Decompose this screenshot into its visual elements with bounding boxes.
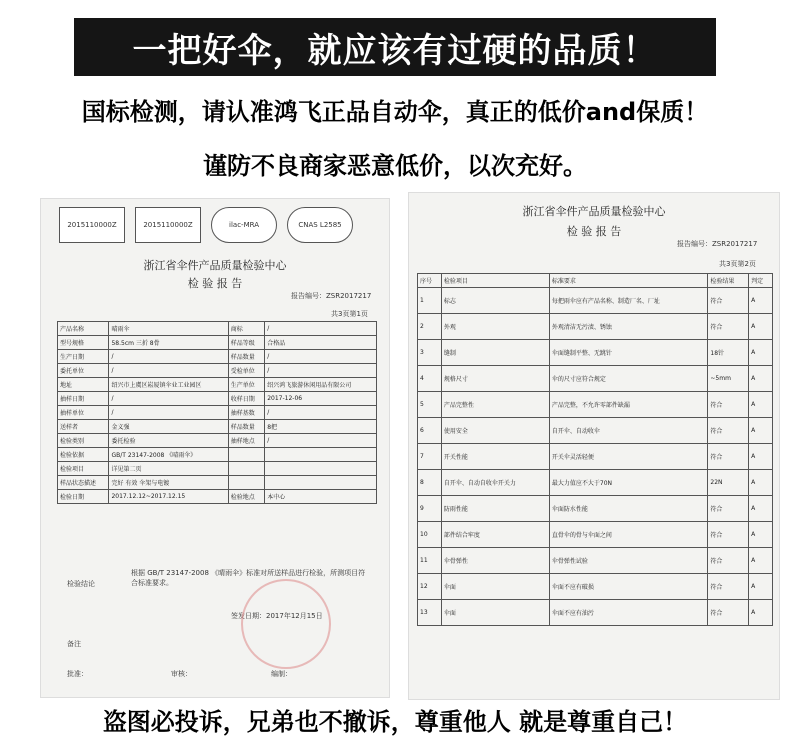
table-cell: /	[265, 322, 377, 336]
table-cell: /	[265, 434, 377, 448]
table-cell: A	[749, 444, 773, 470]
cma-logo: 2015110000Z	[59, 207, 125, 243]
table-row	[418, 444, 773, 470]
table-cell: 符合	[708, 496, 749, 522]
table-cell: /	[265, 364, 377, 378]
table-cell: 生产日期	[58, 350, 109, 364]
table-cell: 符合	[708, 444, 749, 470]
table-cell: 完好 有效 伞架与电镀	[109, 476, 228, 490]
table-cell: 自开伞、自动收伞	[549, 418, 708, 444]
report-title: 检 验 报 告	[187, 277, 243, 290]
table-cell: 产品名称	[58, 322, 109, 336]
page-number: 共3页第2页	[719, 260, 756, 268]
table-cell: GB/T 23147-2008 《晴雨伞》	[109, 448, 228, 462]
table-cell: 符合	[708, 418, 749, 444]
table-row	[418, 288, 773, 314]
table-cell: A	[749, 600, 773, 626]
table-row	[418, 548, 773, 574]
subheadline-2: 谨防不良商家恶意低价，以次充好。	[203, 152, 587, 180]
table-row	[58, 378, 377, 392]
table-cell: 检验日期	[58, 490, 109, 504]
table-cell: 每把雨伞应有产品名称、制造厂名、厂址	[549, 288, 708, 314]
table-cell: 晴雨伞	[109, 322, 228, 336]
table-cell: A	[749, 574, 773, 600]
table-cell: 13	[418, 600, 442, 626]
table-cell: 金义强	[109, 420, 228, 434]
table-cell: 样品数量	[228, 420, 264, 434]
report-page-1	[40, 198, 390, 698]
table-cell: 检验项目	[58, 462, 109, 476]
table-cell	[265, 476, 377, 490]
table-header: 标准要求	[549, 274, 708, 288]
table-row	[58, 448, 377, 462]
table-row	[418, 366, 773, 392]
table-cell: 产品完整，不允许零部件缺漏	[549, 392, 708, 418]
table-cell: 6	[418, 418, 442, 444]
table-cell: /	[109, 364, 228, 378]
table-cell: 部件结合牢度	[441, 522, 549, 548]
headline-text: 一把好伞，就应该有过硬的品质！	[132, 30, 658, 71]
table-row	[58, 420, 377, 434]
table-cell: 抽样地点	[228, 434, 264, 448]
table-cell: 送样者	[58, 420, 109, 434]
table-header: 序号	[418, 274, 442, 288]
table-cell: /	[109, 406, 228, 420]
table-cell: 最大力值应不大于70N	[549, 470, 708, 496]
table-cell: 生产单位	[228, 378, 264, 392]
table-row	[58, 462, 377, 476]
conclusion-label: 检验结论	[67, 580, 95, 588]
report-title: 检 验 报 告	[566, 225, 622, 238]
table-cell: 伞的尺寸应符合规定	[549, 366, 708, 392]
table-cell: A	[749, 288, 773, 314]
report-page-2	[408, 192, 780, 700]
table-cell: 符合	[708, 574, 749, 600]
table-cell: 地址	[58, 378, 109, 392]
table-cell: A	[749, 392, 773, 418]
table-cell: 18针	[708, 340, 749, 366]
table-cell: 抽样日期	[58, 392, 109, 406]
table-cell: 12	[418, 574, 442, 600]
table-cell: 22N	[708, 470, 749, 496]
table-cell: 产品完整性	[441, 392, 549, 418]
table-row	[418, 600, 773, 626]
table-cell: 5	[418, 392, 442, 418]
table-row	[58, 336, 377, 350]
table-row	[58, 434, 377, 448]
table-row	[418, 392, 773, 418]
sign-date: 签发日期：2017年12月15日	[231, 612, 323, 620]
table-cell: 伞面	[441, 574, 549, 600]
table-cell: 2017-12-06	[265, 392, 377, 406]
conclusion-text: 根据 GB/T 23147-2008 《晴雨伞》标准对所送样品进行检验，所测项目符合标准要求。	[131, 569, 366, 587]
table-row	[58, 364, 377, 378]
table-cell: 收样日期	[228, 392, 264, 406]
red-seal-stamp	[241, 579, 331, 669]
cal-logo: 2015110000Z	[135, 207, 201, 243]
table-cell	[228, 448, 264, 462]
table-row	[418, 522, 773, 548]
table-cell: 1	[418, 288, 442, 314]
table-cell: 抽样基数	[228, 406, 264, 420]
table-cell: 型号规格	[58, 336, 109, 350]
table-cell: 检验地点	[228, 490, 264, 504]
table-cell: A	[749, 496, 773, 522]
table-cell: 符合	[708, 522, 749, 548]
table-cell: 防雨性能	[441, 496, 549, 522]
table-cell: 8	[418, 470, 442, 496]
table-row	[418, 574, 773, 600]
table-cell: 委托检验	[109, 434, 228, 448]
table-cell: 伞面不应有油污	[549, 600, 708, 626]
footer-notice: 盗图必投诉，兄弟也不撤诉，尊重他人 就是尊重自己！	[102, 708, 688, 736]
table-row	[58, 322, 377, 336]
certification-logos	[59, 207, 353, 243]
report-org: 浙江省伞件产品质量检验中心	[522, 205, 666, 218]
cnas-logo: CNAS L2585	[287, 207, 353, 243]
table-cell: 受检单位	[228, 364, 264, 378]
table-cell: 绍兴市上虞区崧厦镇伞业工业园区	[109, 378, 228, 392]
table-cell: 伞面	[441, 600, 549, 626]
table-row	[58, 490, 377, 504]
table-cell: /	[265, 406, 377, 420]
table-cell: 符合	[708, 548, 749, 574]
table-cell: A	[749, 366, 773, 392]
table-cell: ~5mm	[708, 366, 749, 392]
table-cell: A	[749, 522, 773, 548]
table-header: 判定	[749, 274, 773, 288]
table-cell: 伞面防水性能	[549, 496, 708, 522]
ilac-logo: ilac-MRA	[211, 207, 277, 243]
table-row	[418, 496, 773, 522]
table-cell: 2	[418, 314, 442, 340]
table-cell: 绍兴鸿飞旅游休闲用品有限公司	[265, 378, 377, 392]
review-label: 审核：	[171, 670, 192, 678]
report-org: 浙江省伞件产品质量检验中心	[143, 259, 287, 272]
table-cell: 样品状态描述	[58, 476, 109, 490]
table-cell: 商标	[228, 322, 264, 336]
table-cell: 4	[418, 366, 442, 392]
table-cell: 详见第二页	[109, 462, 228, 476]
report-number: 报告编号：ZSR2017217	[677, 240, 758, 248]
table-cell: 直骨伞的骨与伞面之间	[549, 522, 708, 548]
table-cell: 伞骨弹性	[441, 548, 549, 574]
table-row	[418, 340, 773, 366]
table-cell: 外观清洁无污渍、锈蚀	[549, 314, 708, 340]
table-cell: 7	[418, 444, 442, 470]
table-cell: 符合	[708, 392, 749, 418]
report-table	[57, 321, 377, 504]
table-cell: 2017.12.12~2017.12.15	[109, 490, 228, 504]
table-cell: 样品等级	[228, 336, 264, 350]
table-cell: 开关性能	[441, 444, 549, 470]
table-cell: 开关伞灵活轻便	[549, 444, 708, 470]
page-number: 共3页第1页	[331, 310, 368, 318]
table-cell: 本中心	[265, 490, 377, 504]
table-cell: A	[749, 314, 773, 340]
table-cell: 合格品	[265, 336, 377, 350]
table-cell: 自开伞、自动自收伞开关力	[441, 470, 549, 496]
table-cell: 检验类别	[58, 434, 109, 448]
remark-label: 备注	[67, 640, 81, 648]
table-cell: A	[749, 418, 773, 444]
table-cell: 伞面缝制平整、无跳针	[549, 340, 708, 366]
table-cell: 规格尺寸	[441, 366, 549, 392]
table-cell: /	[109, 392, 228, 406]
table-cell: 9	[418, 496, 442, 522]
table-cell	[228, 476, 264, 490]
table-cell	[228, 462, 264, 476]
headline-banner	[74, 18, 716, 76]
table-row	[58, 392, 377, 406]
table-row	[58, 350, 377, 364]
table-cell: /	[109, 350, 228, 364]
table-cell: A	[749, 340, 773, 366]
table-cell: 标志	[441, 288, 549, 314]
results-table	[417, 273, 773, 626]
table-cell: A	[749, 470, 773, 496]
table-cell: 8把	[265, 420, 377, 434]
table-cell: 检验依据	[58, 448, 109, 462]
table-row	[58, 406, 377, 420]
table-cell: 11	[418, 548, 442, 574]
table-cell: 伞面不应有破损	[549, 574, 708, 600]
table-cell: /	[265, 350, 377, 364]
table-row	[418, 470, 773, 496]
table-header: 检验项目	[441, 274, 549, 288]
report-number: 报告编号：ZSR2017217	[291, 292, 372, 300]
table-cell	[265, 448, 377, 462]
table-cell: 58.5cm 三折 8骨	[109, 336, 228, 350]
table-cell: 使用安全	[441, 418, 549, 444]
compile-label: 编制：	[271, 670, 292, 678]
table-cell: 符合	[708, 288, 749, 314]
table-cell: 3	[418, 340, 442, 366]
table-cell: 10	[418, 522, 442, 548]
table-cell: 外观	[441, 314, 549, 340]
table-row	[418, 418, 773, 444]
table-cell: 伞骨弹性试验	[549, 548, 708, 574]
table-cell: 抽样单位	[58, 406, 109, 420]
table-cell: 样品数量	[228, 350, 264, 364]
subheadline-1: 国标检测，请认准鸿飞正品自动伞，真正的低价and保质！	[81, 98, 709, 126]
table-cell: 缝制	[441, 340, 549, 366]
table-row	[58, 476, 377, 490]
table-cell: 符合	[708, 314, 749, 340]
table-cell: A	[749, 548, 773, 574]
table-cell: 符合	[708, 600, 749, 626]
table-header: 检验结果	[708, 274, 749, 288]
table-row	[418, 314, 773, 340]
table-cell: 委托单位	[58, 364, 109, 378]
table-cell	[265, 462, 377, 476]
approve-label: 批准：	[67, 670, 88, 678]
